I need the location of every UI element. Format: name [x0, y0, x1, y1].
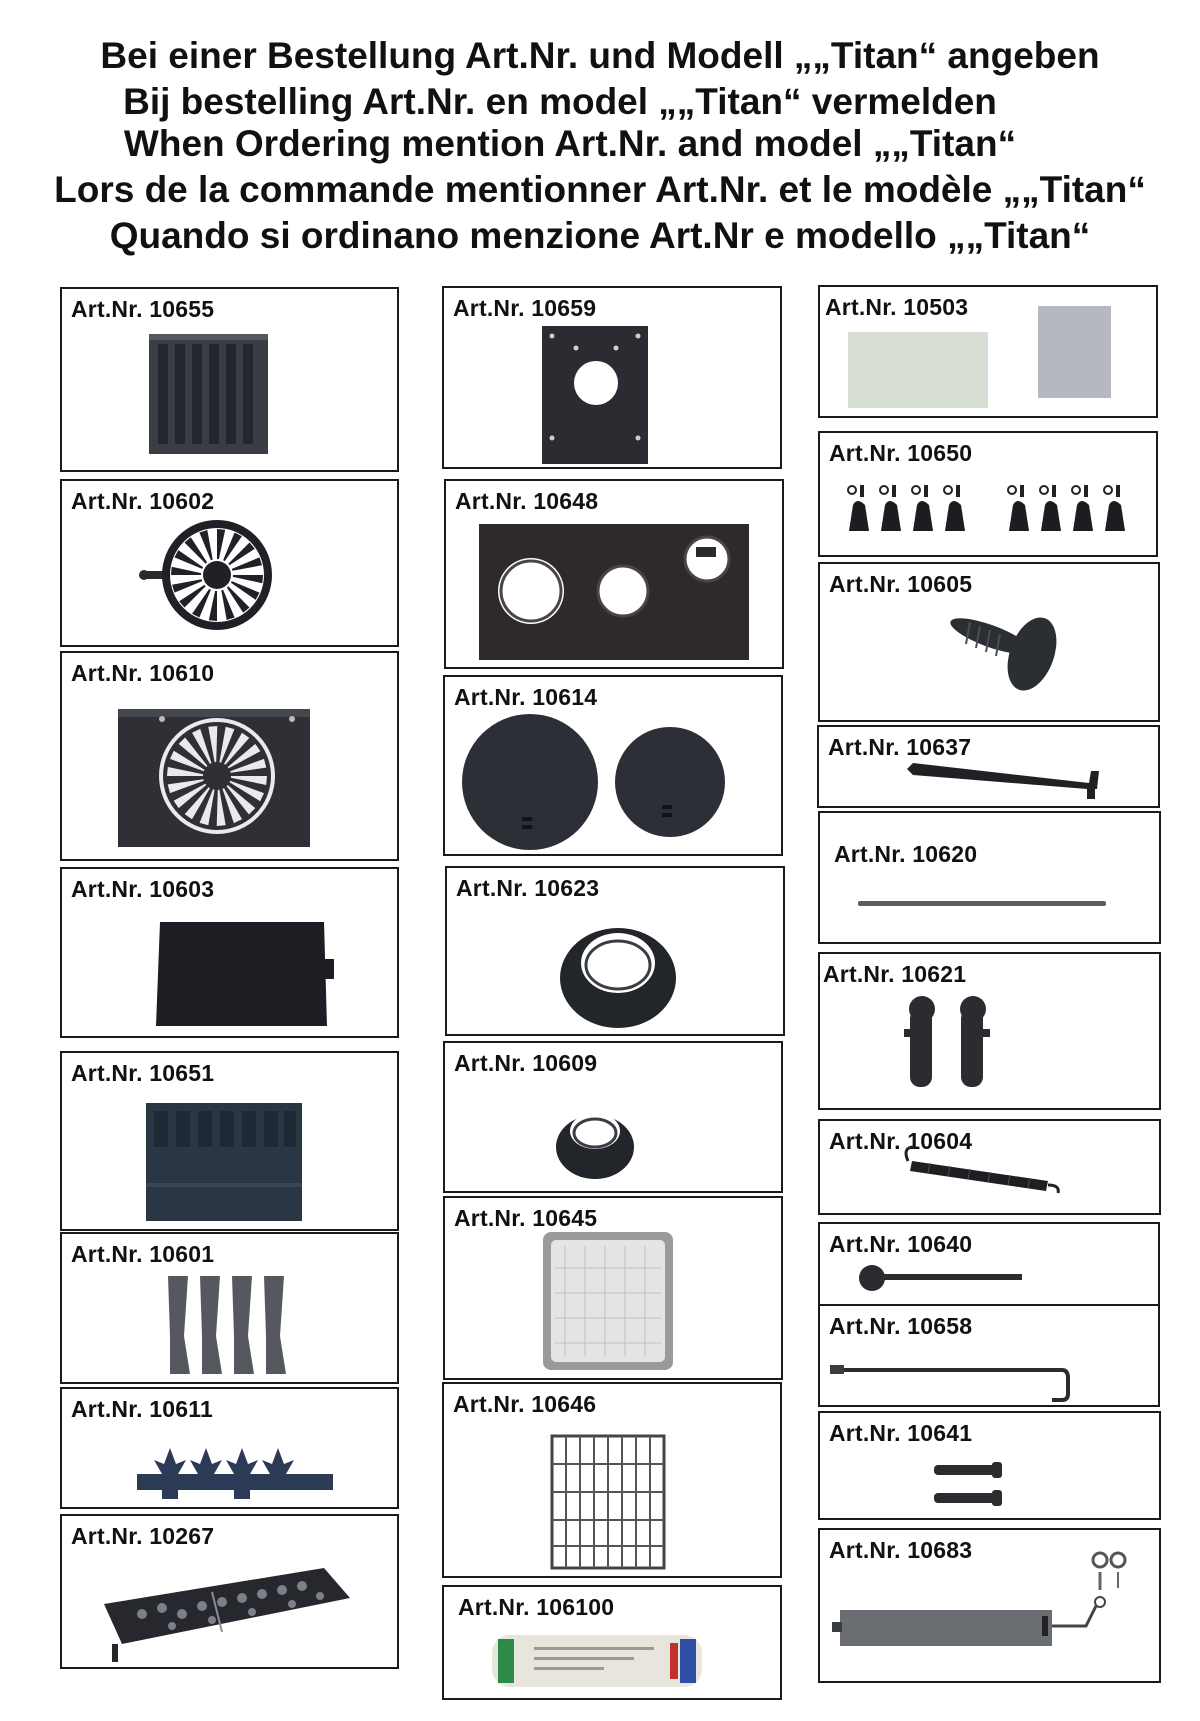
header-line-fr: Lors de la commande mentionner Art.Nr. et le modèle „„Titan“: [54, 169, 1146, 210]
part-box-10646: [442, 1382, 782, 1578]
part-label: Art.Nr. 10621: [823, 961, 967, 987]
flue-plate-icon: [444, 288, 780, 467]
knob-icon: [820, 564, 1158, 720]
part-box-10650: [818, 431, 1158, 557]
part-box-10641: [818, 1411, 1161, 1520]
insulation-panels-icon: [820, 287, 1156, 416]
flue-collar-large-icon: [447, 868, 783, 1034]
part-box-10620: [818, 811, 1161, 944]
part-box-10609: [443, 1041, 783, 1193]
anode-rod-icon: [820, 1530, 1159, 1681]
sealant-tube-icon: [444, 1587, 780, 1698]
part-label: Art.Nr. 10609: [454, 1050, 598, 1076]
part-label: Art.Nr. 10604: [829, 1128, 973, 1154]
part-box-10267: [60, 1514, 399, 1669]
hook-rod-icon: [820, 1306, 1158, 1405]
door-with-rosette-vent-icon: [62, 653, 397, 859]
cover-discs-icon: [445, 677, 781, 854]
oven-rack-icon: [444, 1384, 780, 1576]
part-label: Art.Nr. 10623: [456, 875, 600, 901]
part-label: Art.Nr. 10645: [454, 1205, 598, 1231]
part-label: Art.Nr. 10641: [829, 1420, 973, 1446]
spring-icon: [820, 1121, 1159, 1213]
part-box-10610: [60, 651, 399, 861]
part-label: Art.Nr. 10651: [71, 1060, 215, 1086]
part-label: Art.Nr. 10637: [828, 734, 972, 760]
part-box-10651: [60, 1051, 399, 1231]
grate-icon: [62, 1516, 397, 1667]
part-label: Art.Nr. 10659: [453, 295, 597, 321]
part-box-10503: [818, 285, 1158, 418]
latch-bar-icon: [819, 727, 1158, 806]
deflector-plate-icon: [62, 869, 397, 1036]
ornamental-rail-icon: [62, 1389, 397, 1507]
part-label: Art.Nr. 10605: [829, 571, 973, 597]
part-box-10683: [818, 1528, 1161, 1683]
part-label: Art.Nr. 10620: [834, 841, 978, 867]
header-line-it: Quando si ordinano menzione Art.Nr e modello „„Titan“: [109, 215, 1091, 256]
part-box-10602: [60, 479, 399, 647]
air-grille-icon: [62, 289, 397, 470]
part-box-10637: [817, 725, 1160, 808]
part-box-10648: [444, 479, 784, 669]
part-label: Art.Nr. 10267: [71, 1523, 215, 1549]
part-label: Art.Nr. 10614: [454, 684, 598, 710]
round-air-vent-icon: [62, 481, 397, 645]
baking-tray-icon: [445, 1198, 781, 1378]
part-box-10645: [443, 1196, 783, 1380]
part-box-10614: [443, 675, 783, 856]
part-label: Art.Nr. 10601: [71, 1241, 215, 1267]
part-label: Art.Nr. 10648: [455, 488, 599, 514]
header-line-nl: Bij bestelling Art.Nr. en model „„Titan“ vermelden: [123, 81, 997, 122]
part-label: Art.Nr. 10503: [825, 294, 969, 320]
part-box-10603: [60, 867, 399, 1038]
part-box-10605: [818, 562, 1160, 722]
part-box-10601: [60, 1232, 399, 1384]
part-label: Art.Nr. 10603: [71, 876, 215, 902]
rod-icon: [820, 813, 1159, 942]
hinge-pins-icon: [820, 1413, 1159, 1518]
part-label: Art.Nr. 10683: [829, 1537, 973, 1563]
poker-with-ball-icon: [820, 1224, 1158, 1304]
part-box-10611: [60, 1387, 399, 1509]
stove-legs-icon: [62, 1234, 397, 1382]
part-box-10621: [818, 952, 1161, 1110]
part-label: Art.Nr. 106100: [458, 1594, 615, 1620]
part-box-10655: [60, 287, 399, 472]
part-label: Art.Nr. 10611: [71, 1396, 213, 1422]
part-label: Art.Nr. 10658: [829, 1313, 973, 1339]
back-plate-icon: [62, 1053, 397, 1229]
part-label: Art.Nr. 10640: [829, 1231, 973, 1257]
part-label: Art.Nr. 10602: [71, 488, 215, 514]
top-plate-with-rings-icon: [446, 481, 782, 667]
door-handles-icon: [820, 954, 1159, 1108]
header-line-en: When Ordering mention Art.Nr. and model „„Titan“: [123, 123, 1017, 164]
part-label: Art.Nr. 10655: [71, 296, 215, 322]
part-box-10659: [442, 286, 782, 469]
hinge-clips-icon: [820, 433, 1156, 555]
part-label: Art.Nr. 10650: [829, 440, 973, 466]
flue-collar-small-icon: [445, 1043, 781, 1191]
part-box-10604: [818, 1119, 1161, 1215]
part-box-106100: [442, 1585, 782, 1700]
part-box-10640: [818, 1222, 1160, 1306]
part-label: Art.Nr. 10610: [71, 660, 215, 686]
part-label: Art.Nr. 10646: [453, 1391, 597, 1417]
header-line-de: Bei einer Bestellung Art.Nr. und Modell „„Titan“ angeben: [100, 35, 1100, 76]
part-box-10658: [818, 1304, 1160, 1407]
part-box-10623: [445, 866, 785, 1036]
